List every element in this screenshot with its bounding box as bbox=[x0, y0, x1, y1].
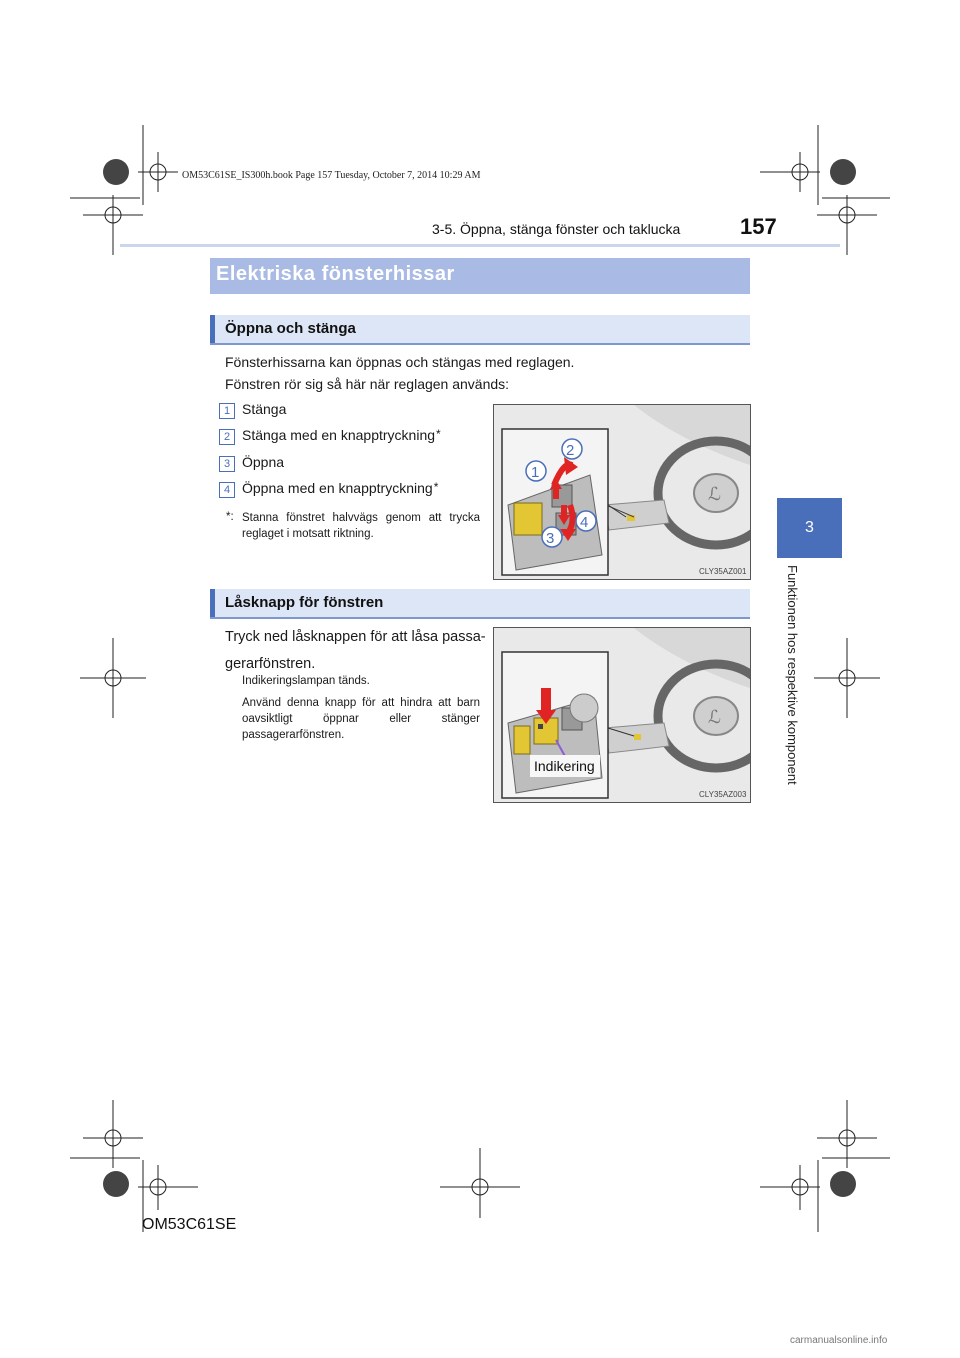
figure-code: CLY35AZ001 bbox=[699, 567, 747, 576]
svg-text:ℒ: ℒ bbox=[708, 484, 721, 504]
chapter-number: 3 bbox=[805, 519, 814, 536]
callout-label: 4 bbox=[580, 514, 589, 531]
lock-switch-drawing bbox=[494, 628, 750, 802]
chapter-title: Funktionen hos respektive komponent bbox=[785, 565, 800, 785]
print-info-line: OM53C61SE_IS300h.book Page 157 Tuesday, October 7, 2014 10:29 AM bbox=[182, 170, 481, 181]
intro-line: Fönstren rör sig så här när reglagen används: bbox=[225, 376, 510, 392]
chapter-title-vertical bbox=[786, 565, 800, 810]
document-id: OM53C61SE bbox=[142, 1216, 237, 1233]
callout-label: 1 bbox=[531, 464, 540, 481]
section-heading-lock-switch bbox=[210, 589, 750, 619]
watermark-text: carmanualsonline.info bbox=[790, 1335, 888, 1346]
footnote-mark: *: bbox=[226, 511, 234, 523]
section-title: Öppna och stänga bbox=[225, 320, 356, 337]
intro-line: Fönsterhissarna kan öppnas och stängas med reglagen. bbox=[225, 354, 575, 370]
window-switch-illustration bbox=[493, 404, 751, 580]
item-number-badge: 4 bbox=[219, 482, 235, 498]
item-label: Stänga bbox=[242, 401, 287, 417]
heading-marker bbox=[210, 315, 215, 343]
section-title: Låsknapp för fönstren bbox=[225, 594, 384, 611]
item-label: Stänga med en knapptryckning* bbox=[242, 427, 441, 443]
main-title: Elektriska fönsterhissar bbox=[216, 263, 455, 285]
main-heading bbox=[210, 258, 750, 294]
window-switch-drawing bbox=[494, 405, 750, 579]
figure-code: CLY35AZ003 bbox=[699, 790, 747, 799]
chapter-tab bbox=[777, 498, 842, 558]
note-indicator-lamp: Indikeringslampan tänds. bbox=[242, 675, 370, 687]
figure-label-indicator: Indikering bbox=[534, 758, 595, 774]
item-label: Öppna med en knapptryckning* bbox=[242, 480, 439, 496]
footnote-text: Stanna fönstret halvvägs genom att trycka reglaget i motsatt riktning. bbox=[242, 512, 480, 540]
body-line: Tryck ned låsknappen för att låsa passa- bbox=[225, 629, 486, 645]
callout-label: 3 bbox=[546, 530, 555, 547]
item-label: Öppna bbox=[242, 454, 285, 470]
header-section-path: 3-5. Öppna, stänga fönster och taklucka bbox=[432, 221, 681, 237]
item-number-badge: 3 bbox=[219, 456, 235, 472]
header-rule bbox=[120, 244, 840, 247]
lock-switch-illustration bbox=[493, 627, 751, 803]
heading-marker bbox=[210, 589, 215, 617]
section-heading-open-close bbox=[210, 315, 750, 345]
body-line: gerarfönstren. bbox=[225, 656, 316, 672]
note-child-safety: Använd denna knapp för att hindra att barn oavsiktligt öppnar eller stänger passagerarfönstren. bbox=[242, 697, 480, 741]
page-number: 157 bbox=[740, 214, 777, 239]
callout-label: 2 bbox=[566, 442, 575, 459]
item-number-badge: 2 bbox=[219, 429, 235, 445]
item-number-badge: 1 bbox=[219, 403, 235, 419]
svg-text:ℒ: ℒ bbox=[708, 707, 721, 727]
section2-body bbox=[225, 624, 486, 678]
section1-intro bbox=[225, 351, 574, 395]
